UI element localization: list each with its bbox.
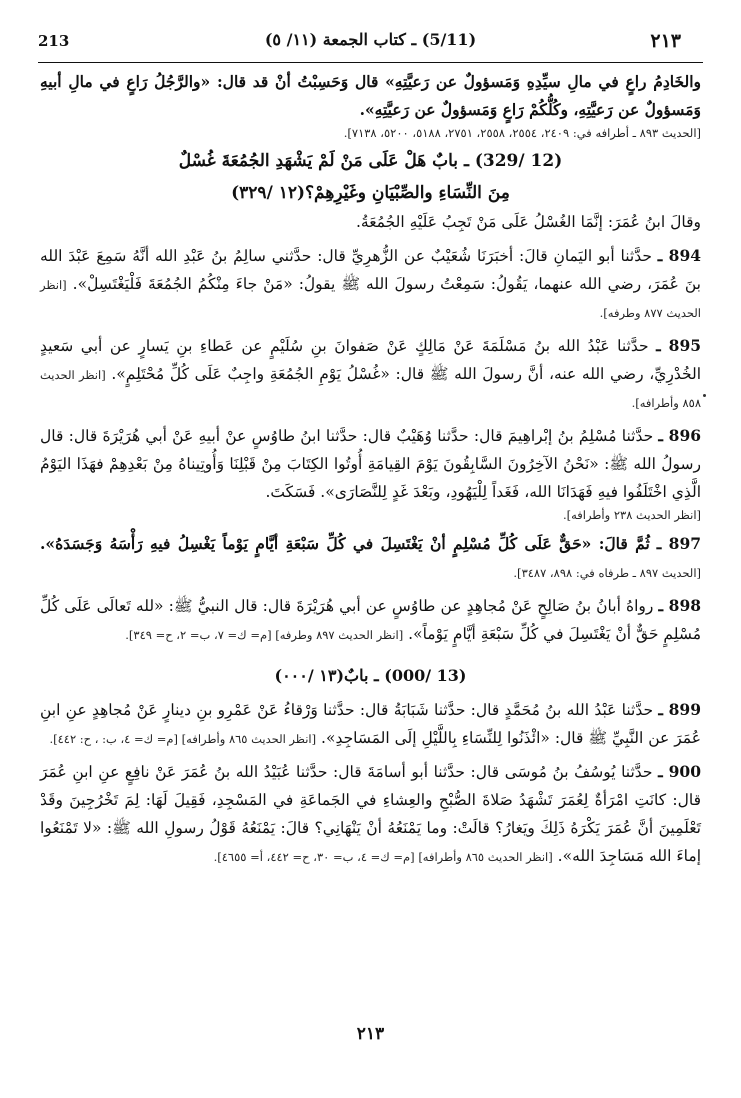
- intro-text: والخَادِمُ راعٍ في مالِ سيِّدِهِ وَمَسؤولٌ عن رَعيَّتِهِ» قال وَحَسِبْتُ أنْ قد قال: «والرَّجُلُ رَاعٍ في مالِ أبيهِ وَمَسؤولٌ عن رَعيَّتِهِ، وكُلُّكُمْ رَاعٍ وَمَسؤولٌ عن رَعيَّتِهِ».: [40, 72, 701, 119]
- page-footer-number: ٢١٣: [356, 1024, 385, 1044]
- hadith-text: حدَّثنا عَبْدُ الله بنُ مَسْلَمَةَ عَنْ مَالِكٍ عَنْ صَفوانَ بنِ سُلَيْمٍ عن عَطاءِ بنِ يَسارٍ عن أبي سَعيدٍ الخُدْرِيِّ، رضي الله عنه، أنَّ رسولَ الله ﷺ قال: «غُسْلُ يَوْمِ الجُمُعَةِ واجِبٌ عَلَى كُلِّ مُحْتَلِمٍ».: [40, 337, 702, 383]
- page-number-latin: 213: [38, 32, 70, 50]
- hadith-text: حدَّثنا يُوسُفُ بنُ مُوسَى قال: حدَّثنا أبو أسامَةَ قال: حدَّثنا عُبَيْدُ الله بنُ عُمَرَ عَنْ نافِعٍ عنِ ابنِ عُمَرَ قال: كانَتِ امْرَأةٌ لِعُمَرَ تَشْهَدُ صَلاةَ الصُّبْحِ والعِشاءِ في الجَماعَةِ في المَسْجِدِ، فَقِيلَ لَهَا: لِمَ تَخْرُجِينَ وقَدْ تَعْلَمِينَ أنَّ عُمَرَ يَكْرَهُ ذَلِكَ ويَغارُ؟ قالَتْ: وما يَمْنَعُهُ أنْ يَنْهَانِي؟ قالَ: يَمْنَعُهُ قَوْلُ رسولِ الله ﷺ: «لا تَمْنَعُوا إماءَ الله مَسَاجِدَ الله».: [40, 763, 701, 865]
- hadith-reference: [انظر الحديث ٨٦٥ وأطرافه] [م= ك= ٤، ب= ٣٠، ح= ٤٤٢، أ= ٤٦٥٥].: [213, 850, 553, 864]
- hadith-reference: [انظر الحديث ٨٧٧ وطرفه].: [40, 278, 701, 320]
- hadith-text: حدَّثنا أبو اليَمانِ قالَ: أخبَرَنَا شُعَيْبٌ عن الزُّهرِيِّ قال: حدَّثني سالِمُ بنُ عَبْدِ الله أنَّهُ سَمِعَ عَبْدَ الله بنَ عُمَرَ، رضي الله عنهما، يَقُولُ: سَمِعْتُ رسولَ الله ﷺ يقولُ: «مَنْ جاءَ مِنْكُمُ الجُمُعَةَ فَلْيَغْتَسِلْ».: [40, 247, 701, 293]
- margin-mark: [703, 394, 706, 397]
- hadith-text: حدَّثنا مُسْلِمُ بنُ إبْراهِيمَ قال: حدَّثنا وُهَيْبٌ قال: حدَّثنا ابنُ طاوُسٍ عنْ أبيهِ عَنْ أبي هُرَيْرَةَ قال: قال رسولُ الله ﷺ: «نَحْنُ الآخِرُونَ السَّابِقُونَ يَوْمَ القِيامَةِ أُوتُوا الكِتَابَ مِنْ قَبْلِنَا وَأُوتِيناهُ مِنْ بَعْدِهِمْ فهَذَا اليَوْمُ الَّذِي اخْتَلَفُوا فيهِ فَهَدَانَا الله، فَغَداً لِلْيَهُودِ، وبَعْدَ غَدٍ لِلنَّصَارَى». فَسَكَتَ.: [40, 427, 701, 501]
- chapter-12-heading: (12 /329) ـ بابٌ هَلْ عَلَى مَنْ لَمْ يَشْهَدِ الجُمُعَةَ غُسْلٌ: [178, 151, 563, 171]
- chapter-13-heading: (13 /000) ـ بابٌ(١٣ /٠٠٠): [274, 666, 467, 685]
- hadith-895: [40, 332, 701, 416]
- hadith-reference: [انظر الحديث ٨٦٥ وأطرافه] [م= ك= ٤، ب: ، ح: ٤٤٢].: [49, 732, 317, 746]
- hadith-899: [40, 696, 701, 752]
- hadith-reference: [الحديث ٨٩٧ ـ طرفاه في: ٨٩٨، ٣٤٨٧].: [513, 566, 701, 580]
- hadith-reference: [انظر الحديث ٨٩٧ وطرفه] [م= ك= ٧، ب= ٢، ح= ٣٤٩].: [125, 628, 404, 642]
- hadith-number: 900 ـ: [658, 762, 701, 781]
- intro-reference: [الحديث ٨٩٣ ـ أطرافه في: ٢٤٠٩، ٢٥٥٤، ٢٥٥٨، ٢٧٥١، ٥١٨٨، ٥٢٠٠، ٧١٣٨].: [343, 126, 701, 140]
- hadith-reference: [انظر الحديث ٨٥٨ وأطرافه].: [40, 368, 701, 410]
- hadith-text: ثُمَّ قالَ: «حَقٌّ عَلَى كُلِّ مُسْلِمٍ أنْ يَغْتَسِلَ في كُلِّ سَبْعَةِ أيَّامٍ يَوْماً يَغْسِلُ فيهِ رَأْسَهُ وَجَسَدَهُ».: [40, 534, 650, 553]
- hadith-897: [40, 530, 701, 586]
- hadith-900: [40, 758, 701, 870]
- hadith-896: [40, 422, 701, 524]
- hadith-number: 897 ـ: [656, 534, 702, 553]
- running-title: (5/11) ـ كتاب الجمعة (١١/ ٥): [264, 30, 477, 49]
- hadith-text: رواهُ أبانُ بنُ صَالِحٍ عَنْ مُجاهِدٍ عن طاوُسٍ عن أبي هُرَيْرَةَ قال: قال النبيُّ ﷺ: «لله تَعالَى عَلَى كُلِّ مُسْلِمٍ حَقٌّ أنْ يَغْتَسِلَ في كُلِّ سَبْعَةِ أيَّامٍ يَوْماً».: [40, 597, 701, 643]
- page-body: [40, 68, 701, 870]
- hadith-number: 898 ـ: [658, 596, 702, 615]
- hadith-text: حدَّثنا عَبْدُ الله بنُ مُحَمَّدٍ قال: حدَّثنا شَبَابَةُ قال: حدَّثنا وَرْقاءُ عَنْ عَمْرِو بنِ دينارٍ عَنْ مُجاهِدٍ عنِ ابنِ عُمَرَ عن النَّبِيِّ ﷺ قال: «ائْذَنُوا لِلنِّسَاءِ بِاللَّيْلِ إلَى المَسَاجِدِ».: [40, 701, 701, 747]
- hadith-898: [40, 592, 701, 648]
- page-number-arabic: ٢١٣: [650, 30, 681, 52]
- hadith-number: 894 ـ: [657, 246, 702, 265]
- hadith-number: 896 ـ: [658, 426, 702, 445]
- chapter-12-subheading: مِنَ النِّسَاءِ والصِّبْيَانِ وغَيْرِهِمْ؟(١٢ /٣٢٩): [231, 183, 510, 203]
- hadith-reference: [انظر الحديث ٢٣٨ وأطرافه].: [562, 508, 701, 522]
- hadith-894: [40, 242, 701, 326]
- chapter-12-intro: وقالَ ابنُ عُمَرَ: إنَّمَا الغُسْلُ عَلَى مَنْ تَجِبُ عَلَيْهِ الجُمُعَةُ.: [355, 213, 701, 231]
- hadith-number: 895 ـ: [656, 336, 702, 355]
- page-header: [38, 28, 703, 63]
- hadith-number: 899 ـ: [658, 700, 701, 719]
